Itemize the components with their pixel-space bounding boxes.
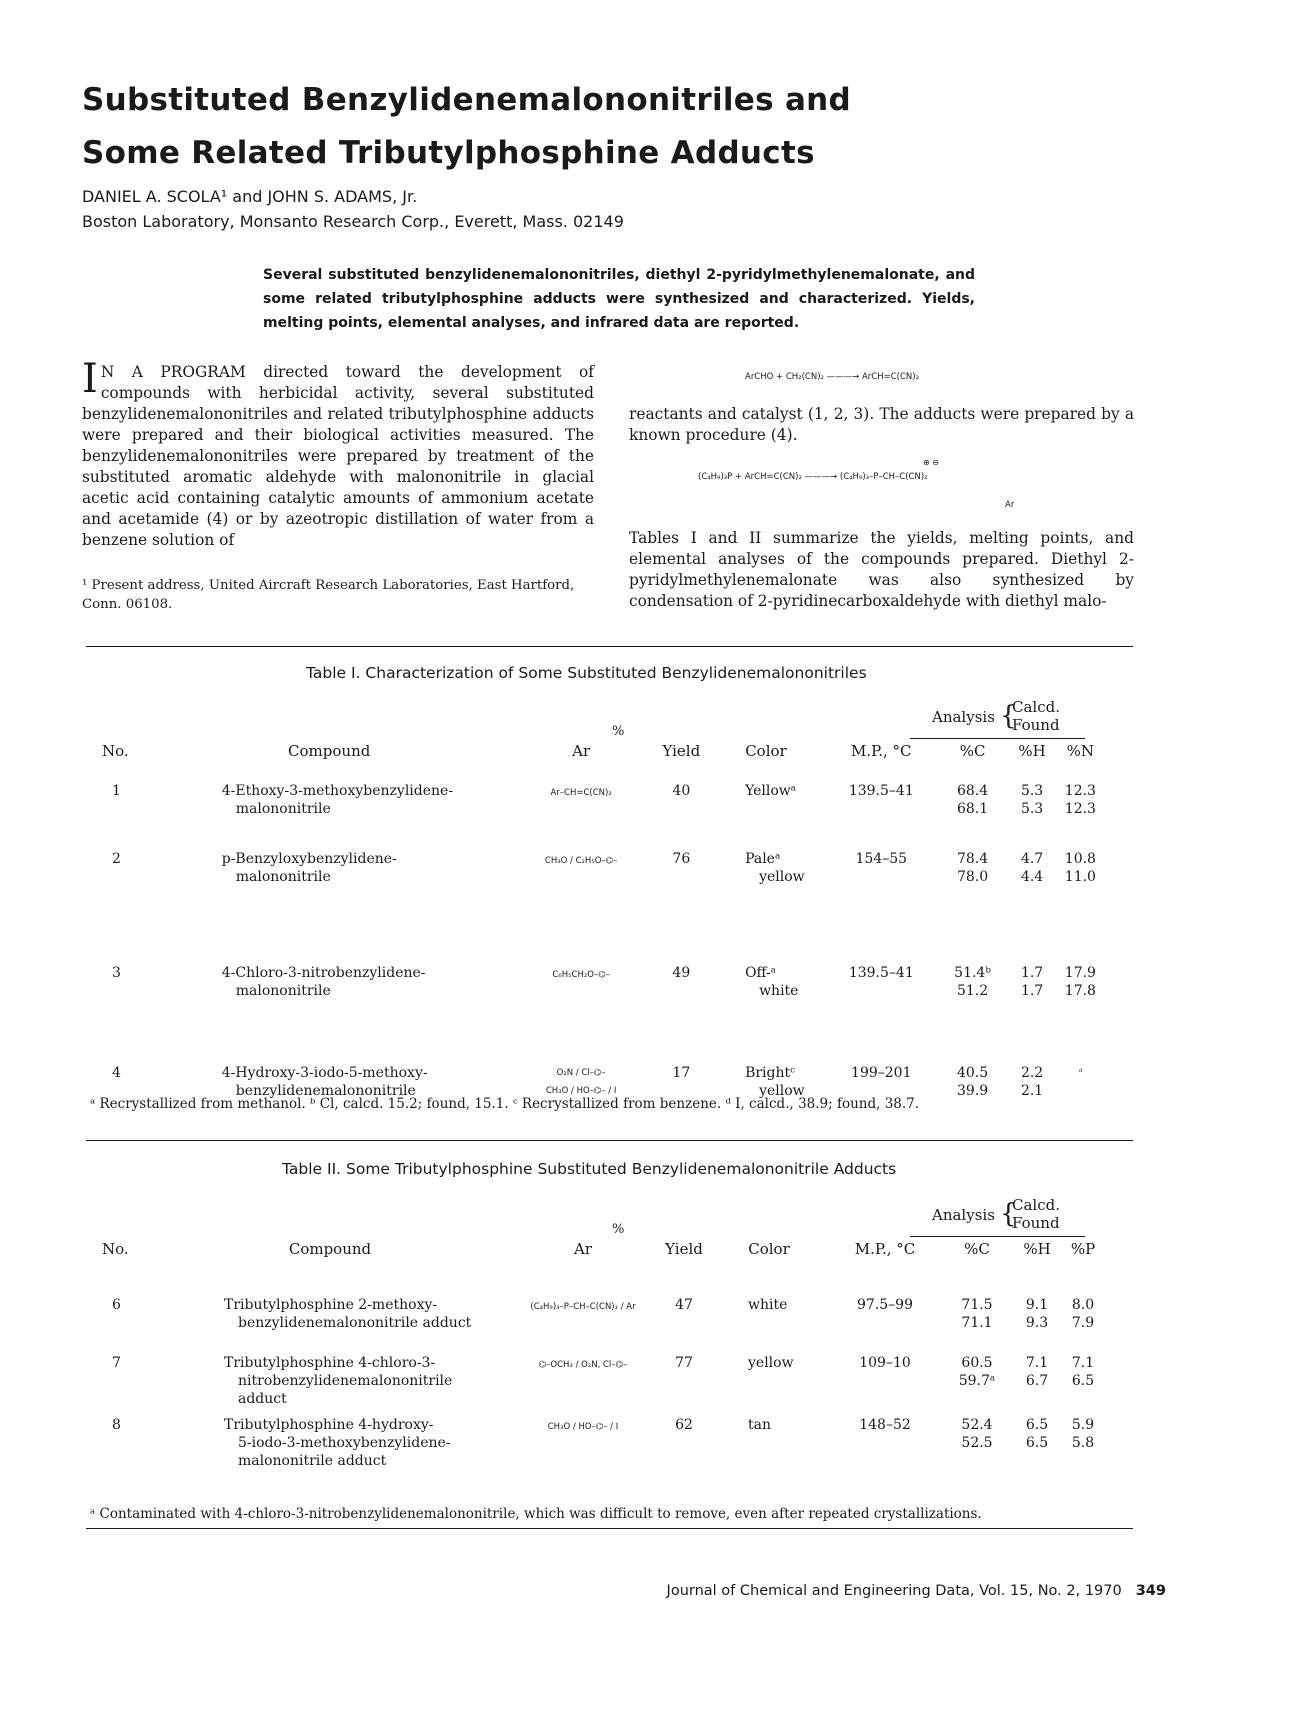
table-row	[86, 850, 1096, 886]
col-ar: Ar	[573, 1240, 592, 1258]
yield: 76	[672, 851, 691, 867]
right-paragraph-2: Tables I and II summarize the yields, melting points, and elemental analyses of the compounds prepared. Diethyl 2-pyridylmethylenemalonate was also synthesized by condensation of 2-pyridinecarboxaldehyde with diethyl malo-	[629, 529, 1134, 610]
h-calcd: 7.1	[1025, 1355, 1049, 1371]
c-calcd: 52.4	[961, 1417, 993, 1433]
color: Off-ᵃ	[745, 965, 777, 981]
row-no: 8	[112, 1417, 121, 1433]
table2-top-rule	[86, 1140, 1133, 1141]
h-found: 6.7	[1025, 1373, 1049, 1389]
color: Brightᶜ	[745, 1065, 795, 1081]
table-row	[86, 782, 1096, 818]
yield: 77	[675, 1355, 693, 1371]
h-calcd: 4.7	[1020, 851, 1044, 867]
color: white	[748, 1297, 788, 1313]
h-found: 6.5	[1025, 1435, 1049, 1451]
h-calcd: 9.1	[1025, 1297, 1049, 1313]
row-no: 4	[112, 1065, 121, 1081]
col-p: %P	[1070, 1240, 1096, 1258]
col-compound: Compound	[288, 742, 371, 760]
compound-name: p-Benzyloxybenzylidene-	[221, 851, 397, 867]
color: tan	[748, 1417, 771, 1433]
compound-name-cont: malononitrile	[235, 983, 331, 999]
h-calcd: 1.7	[1020, 965, 1044, 981]
c-calcd: 51.4ᵇ	[954, 965, 991, 981]
col-color: Color	[748, 1240, 790, 1258]
n-calcd: 12.3	[1064, 783, 1096, 799]
equation-2-charges: ⊕ ⊖	[923, 458, 939, 467]
col-no: No.	[102, 742, 129, 760]
article-title-line-1: Substituted Benzylidenemalononitriles and	[82, 82, 852, 118]
row-no: 2	[112, 851, 121, 867]
table1-found-label: Found	[1012, 716, 1060, 734]
table-row	[86, 1416, 1096, 1470]
col-h: %H	[1023, 1240, 1051, 1258]
ar-structure: CH₃O / HO–⌬– / I	[547, 1422, 619, 1432]
yield: 49	[672, 965, 691, 981]
h-calcd: 5.3	[1020, 783, 1044, 799]
table2-analysis-brace: {	[1000, 1199, 1017, 1229]
melting-point: 154–55	[855, 851, 908, 867]
table2-analysis-rule	[910, 1236, 1085, 1237]
table2-pct-symbol: %	[612, 1222, 625, 1237]
table1-analysis-label: Analysis	[932, 708, 995, 726]
n-calcd: 17.9	[1064, 965, 1096, 981]
table1	[86, 742, 1096, 1100]
compound-name: Tributylphosphine 4-hydroxy-	[224, 1417, 434, 1433]
color: Paleᵃ	[745, 851, 781, 867]
col-mp: M.P., °C	[854, 1240, 916, 1258]
c-calcd: 60.5	[961, 1355, 993, 1371]
table2-bottom-rule	[86, 1528, 1133, 1529]
right-paragraph-1: reactants and catalyst (1, 2, 3). The adducts were prepared by a known procedure (4).	[629, 405, 1134, 444]
compound-name: Tributylphosphine 4-chloro-3-	[224, 1355, 436, 1371]
col-yield: Yield	[662, 742, 701, 760]
author-footnote: ¹ Present address, United Aircraft Research Laboratories, East Hartford, Conn. 06108.	[82, 578, 575, 612]
color: Yellowᵃ	[745, 783, 797, 799]
yield: 17	[672, 1065, 691, 1081]
compound-name: 4-Chloro-3-nitrobenzylidene-	[221, 965, 426, 981]
n-found: 11.0	[1064, 869, 1096, 885]
col-h: %H	[1018, 742, 1046, 760]
table1-caption: Table I. Characterization of Some Substituted Benzylidenemalononitriles	[306, 664, 867, 682]
intro-paragraph: directed toward the development of compounds with herbicidal activity, several substituted benzylidenemalononitriles and related tributylphosphine adducts were prepared and their biological activities measured. The benzylidenemalononitriles were prepared by treatment of the substituted aromatic aldehyde with malononitrile in glacial acetic acid containing catalytic amounts of ammonium acetate and acetamide (4) or by azeotropic distillation of water from a benzene solution of	[82, 363, 594, 549]
c-calcd: 68.4	[956, 783, 989, 799]
yield: 47	[675, 1297, 693, 1313]
h-calcd: 2.2	[1020, 1065, 1044, 1081]
c-found: 71.1	[961, 1315, 993, 1331]
table2	[86, 1240, 1096, 1470]
row-no: 3	[112, 965, 121, 981]
c-found: 68.1	[956, 801, 989, 817]
table2-found-label: Found	[1012, 1214, 1060, 1232]
ar-structure-extra: CH₃O / HO–⌬– / I	[545, 1086, 617, 1096]
col-color: Color	[745, 742, 787, 760]
color: yellow	[748, 1355, 794, 1371]
h-found: 5.3	[1020, 801, 1044, 817]
table1-footnote: ᵃ Recrystallized from methanol. ᵇ Cl, calcd. 15.2; found, 15.1. ᶜ Recrystallized from benzene. ᵈ I, calcd., 38.9; found, 38.7.	[90, 1096, 920, 1112]
melting-point: 139.5–41	[848, 965, 914, 981]
color-cont: white	[759, 983, 799, 999]
col-yield: Yield	[665, 1240, 703, 1258]
col-compound: Compound	[288, 1240, 372, 1258]
n-note: ᵈ	[1078, 1068, 1083, 1078]
compound-name: Tributylphosphine 2-methoxy-	[224, 1297, 438, 1313]
table1-analysis-brace: {	[1000, 701, 1017, 731]
table2-caption: Table II. Some Tributylphosphine Substituted Benzylidenemalononitrile Adducts	[282, 1160, 897, 1178]
table1-pct-symbol: %	[612, 724, 625, 739]
ar-structure: Ar–CH=C(CN)₂	[550, 788, 612, 798]
compound-name-cont: nitrobenzylidenemalononitrile	[238, 1373, 453, 1389]
col-ar: Ar	[572, 742, 591, 760]
drop-cap: I	[82, 356, 98, 402]
c-found: 51.2	[956, 983, 989, 999]
p-calcd: 8.0	[1071, 1297, 1095, 1313]
compound-name-cont: malononitrile adduct	[238, 1453, 387, 1469]
row-no: 7	[112, 1355, 121, 1371]
journal-citation: Journal of Chemical and Engineering Data, Vol. 15, No. 2, 1970	[666, 1583, 1122, 1599]
melting-point: 199–201	[851, 1065, 912, 1081]
table1-top-rule	[86, 646, 1133, 647]
melting-point: 97.5–99	[857, 1297, 913, 1313]
c-calcd: 71.5	[961, 1297, 993, 1313]
intro-caps: N A PROGRAM	[100, 363, 246, 381]
melting-point: 148–52	[859, 1417, 911, 1433]
n-found: 12.3	[1064, 801, 1096, 817]
color-cont: yellow	[759, 869, 805, 885]
melting-point: 139.5–41	[848, 783, 914, 799]
table1-analysis-rule	[910, 738, 1085, 739]
ar-structure: (C₄H₉)₃–P–CH–C(CN)₂ / Ar	[530, 1302, 636, 1312]
col-c: %C	[959, 742, 986, 760]
n-calcd: 10.8	[1064, 851, 1096, 867]
c-calcd: 40.5	[956, 1065, 989, 1081]
c-calcd: 78.4	[956, 851, 989, 867]
col-n: %N	[1066, 742, 1095, 760]
row-no: 1	[112, 783, 121, 799]
table2-analysis-label: Analysis	[932, 1206, 995, 1224]
ar-structure: CH₃O / C₂H₅O–⌬–	[544, 856, 618, 866]
n-found: 17.8	[1064, 983, 1096, 999]
compound-name: 4-Ethoxy-3-methoxybenzylidene-	[221, 783, 454, 799]
table-row	[86, 1354, 1096, 1408]
melting-point: 109–10	[859, 1355, 911, 1371]
compound-name-cont: benzylidenemalononitrile adduct	[238, 1315, 472, 1331]
table-row	[86, 1296, 1096, 1332]
table2-footnote: ᵃ Contaminated with 4-chloro-3-nitrobenzylidenemalononitrile, which was difficult to remove, even after repeated crystallizations.	[90, 1506, 982, 1522]
compound-name-cont: malononitrile	[235, 801, 331, 817]
ar-structure: O₂N / Cl–⌬–	[556, 1068, 606, 1078]
h-found: 1.7	[1020, 983, 1044, 999]
c-found: 39.9	[956, 1083, 989, 1099]
compound-name-cont: benzylidenemalononitrile	[235, 1083, 416, 1099]
p-found: 5.8	[1071, 1435, 1095, 1451]
p-calcd: 7.1	[1071, 1355, 1095, 1371]
p-found: 7.9	[1071, 1315, 1095, 1331]
h-found: 4.4	[1020, 869, 1044, 885]
compound-name-cont: adduct	[238, 1391, 287, 1407]
table-row	[86, 964, 1096, 1000]
table2-header-row	[86, 1240, 1096, 1258]
table2-calcd-label: Calcd.	[1012, 1196, 1060, 1214]
table-row	[86, 1064, 1096, 1100]
h-found: 2.1	[1020, 1083, 1044, 1099]
compound-name-cont: 5-iodo-3-methoxybenzylidene-	[238, 1435, 451, 1451]
table1-header-row	[86, 742, 1096, 760]
compound-name: 4-Hydroxy-3-iodo-5-methoxy-	[221, 1065, 428, 1081]
affiliation: Boston Laboratory, Monsanto Research Corp., Everett, Mass. 02149	[82, 212, 624, 231]
left-column-text	[82, 356, 594, 551]
page-footer	[667, 1583, 1166, 1599]
ar-structure: ⌬–OCH₃ / O₂N, Cl–⌬–	[538, 1360, 628, 1370]
c-found: 52.5	[961, 1435, 993, 1451]
p-found: 6.5	[1071, 1373, 1095, 1389]
yield: 62	[675, 1417, 693, 1433]
compound-name-cont: malononitrile	[235, 869, 331, 885]
row-no: 6	[112, 1297, 121, 1313]
p-calcd: 5.9	[1071, 1417, 1095, 1433]
equation-2-ar: Ar	[1005, 500, 1015, 510]
equation-2: (C₄H₉)₃P + ArCH=C(CN)₂ ———→ (C₄H₉)₃–P–CH–C(CN)₂	[698, 472, 928, 482]
col-mp: M.P., °C	[851, 742, 912, 760]
authors: DANIEL A. SCOLA¹ and JOHN S. ADAMS, Jr.	[82, 187, 418, 206]
table1-calcd-label: Calcd.	[1012, 698, 1060, 716]
col-no: No.	[102, 1240, 129, 1258]
c-found: 78.0	[956, 869, 989, 885]
c-found: 59.7ᵃ	[958, 1373, 996, 1389]
equation-1: ArCHO + CH₂(CN)₂ ———→ ArCH=C(CN)₂	[745, 372, 919, 382]
color-cont: yellow	[759, 1083, 805, 1099]
h-calcd: 6.5	[1025, 1417, 1049, 1433]
col-c: %C	[964, 1240, 990, 1258]
ar-structure: C₆H₅CH₂O–⌬–	[552, 970, 610, 980]
yield: 40	[672, 783, 691, 799]
page-number: 349	[1135, 1583, 1166, 1599]
article-title-line-2: Some Related Tributylphosphine Adducts	[82, 135, 815, 171]
h-found: 9.3	[1025, 1315, 1049, 1331]
abstract: Several substituted benzylidenemalononitriles, diethyl 2-pyridylmethylenemalonate, and some related tributylphosphine adducts were synthesized and characterized. Yields, melting points, elemental analyses, and infrared data are reported.	[263, 267, 975, 331]
